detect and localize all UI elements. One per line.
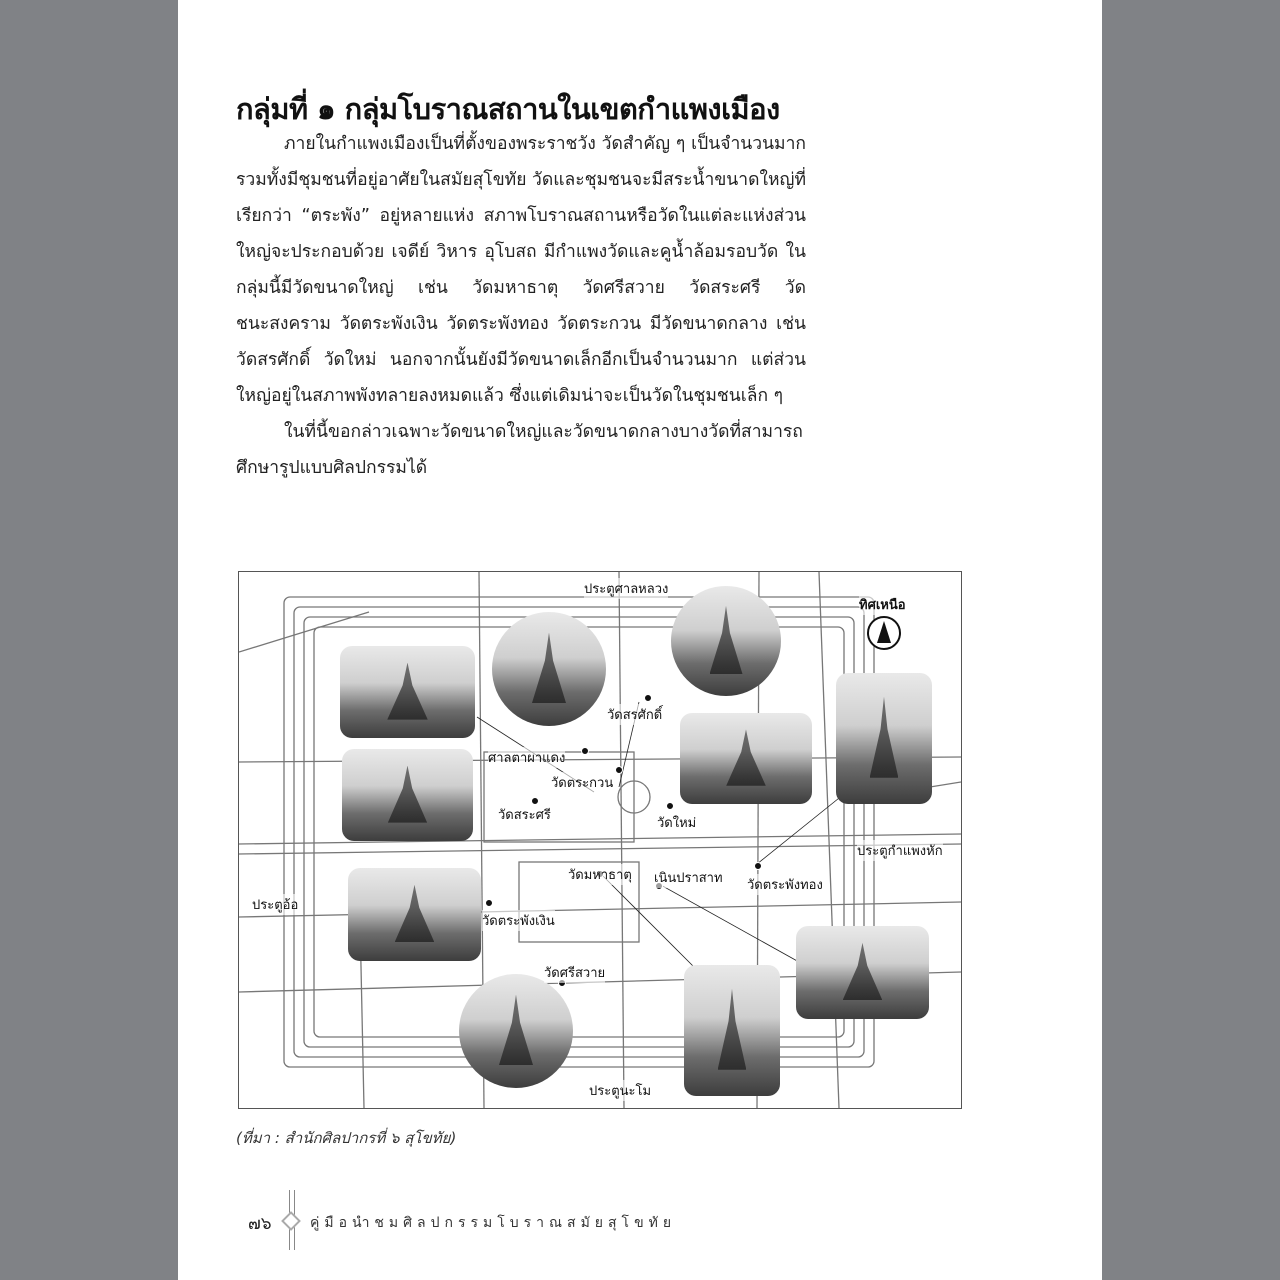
page-number: ๗๖: [248, 1214, 272, 1234]
photo-chedi: [836, 673, 932, 804]
label-noen-prasat: เนินปราสาท: [654, 867, 723, 888]
marker-wat-trakuan: [615, 766, 623, 774]
photo-wat-sorasak: [671, 586, 781, 696]
photo-wat-trakuan: [492, 612, 606, 726]
label-wat-traphang-ngoen: วัดตระพังเงิน: [482, 910, 555, 931]
marker-wat-mai: [666, 802, 674, 810]
section-heading: กลุ่มที่ ๑ กลุ่มโบราณสถานในเขตกำแพงเมือง: [236, 92, 780, 126]
north-label: ทิศเหนือ: [859, 594, 906, 615]
photo-wat-mai: [680, 713, 812, 804]
label-wat-sa-si: วัดสระศรี: [498, 804, 551, 825]
map-caption: (ที่มา : สำนักศิลปากรที่ ๖ สุโขทัย): [236, 1129, 457, 1147]
photo-wat-si-sawai: [459, 974, 573, 1088]
label-wat-trakuan: วัดตระกวน: [551, 772, 613, 793]
label-gate-kamphaeng-hak: ประตูกำแพงหัก: [857, 840, 943, 861]
marker-wat-sorasak: [644, 694, 652, 702]
photo-wat-traphang-ngoen: [348, 868, 481, 961]
label-wat-mahathat: วัดมหาธาตุ: [568, 864, 632, 885]
book-title: คู่มือนำชมศิลปกรรมโบราณสมัยสุโขทัย: [310, 1215, 677, 1231]
document-page: [178, 0, 1102, 1280]
marker-wat-traphang-thong: [754, 862, 762, 870]
label-wat-sorasak: วัดสรศักดิ์: [607, 704, 662, 725]
marker-san-ta-pha-daeng: [581, 747, 589, 755]
photo-wat-mahathat: [684, 965, 780, 1096]
body-text: [236, 126, 806, 486]
label-wat-traphang-thong: วัดตระพังทอง: [747, 874, 823, 895]
photo-wat-sa-si: [342, 749, 473, 841]
page-footer: [236, 1190, 836, 1250]
photo-noen-prasat: [796, 926, 929, 1019]
label-san-ta-pha-daeng: ศาลตาผาแดง: [488, 747, 565, 768]
label-wat-si-sawai: วัดศรีสวาย: [544, 962, 605, 983]
label-wat-mai: วัดใหม่: [657, 812, 696, 833]
north-arrow-icon: [867, 616, 901, 650]
photo-wat-si-chum: [340, 646, 475, 738]
label-gate-namo: ประตูนะโม: [589, 1080, 651, 1101]
paragraph: ภายในกำแพงเมืองเป็นที่ตั้งของพระราชวัง วัดสำคัญ ๆ เป็นจำนวนมาก รวมทั้งมีชุมชนที่อยู่อาศัยในสมัยสุโขทัย วัดและชุมชนจะมีสระน้ำขนาดใหญ่ที่เรียกว่า “ตระพัง” อยู่หลายแห่ง สภาพโบราณสถานหรือวัดในแต่ละแห่งส่วนใหญ่จะประกอบด้วย เจดีย์ วิหาร อุโบสถ มีกำแพงวัดและคูน้ำล้อมรอบวัด ในกลุ่มนี้มีวัดขนาดใหญ่ เช่น วัดมหาธาตุ วัดศรีสวาย วัดสระศรี วัดชนะสงคราม วัดตระพังเงิน วัดตระพังทอง วัดตระกวน มีวัดขนาดกลาง เช่น วัดสรศักดิ์ วัดใหม่ นอกจากนั้นยังมีวัดขนาดเล็กอีกเป็นจำนวนมาก แต่ส่วนใหญ่อยู่ในสภาพพังทลายลงหมดแล้ว ซึ่งแต่เดิมน่าจะเป็นวัดในชุมชนเล็ก ๆ: [236, 134, 806, 406]
diamond-ornament-icon: [281, 1211, 301, 1231]
label-gate-o: ประตูอ้อ: [252, 894, 298, 915]
paragraph: ในที่นี้ขอกล่าวเฉพาะวัดขนาดใหญ่และวัดขนาดกลางบางวัดที่สามารถศึกษารูปแบบศิลปกรรมได้: [236, 422, 803, 478]
label-gate-san-luang: ประตูศาลหลวง: [584, 578, 668, 599]
marker-wat-traphang-ngoen: [485, 899, 493, 907]
site-map: [238, 571, 962, 1109]
